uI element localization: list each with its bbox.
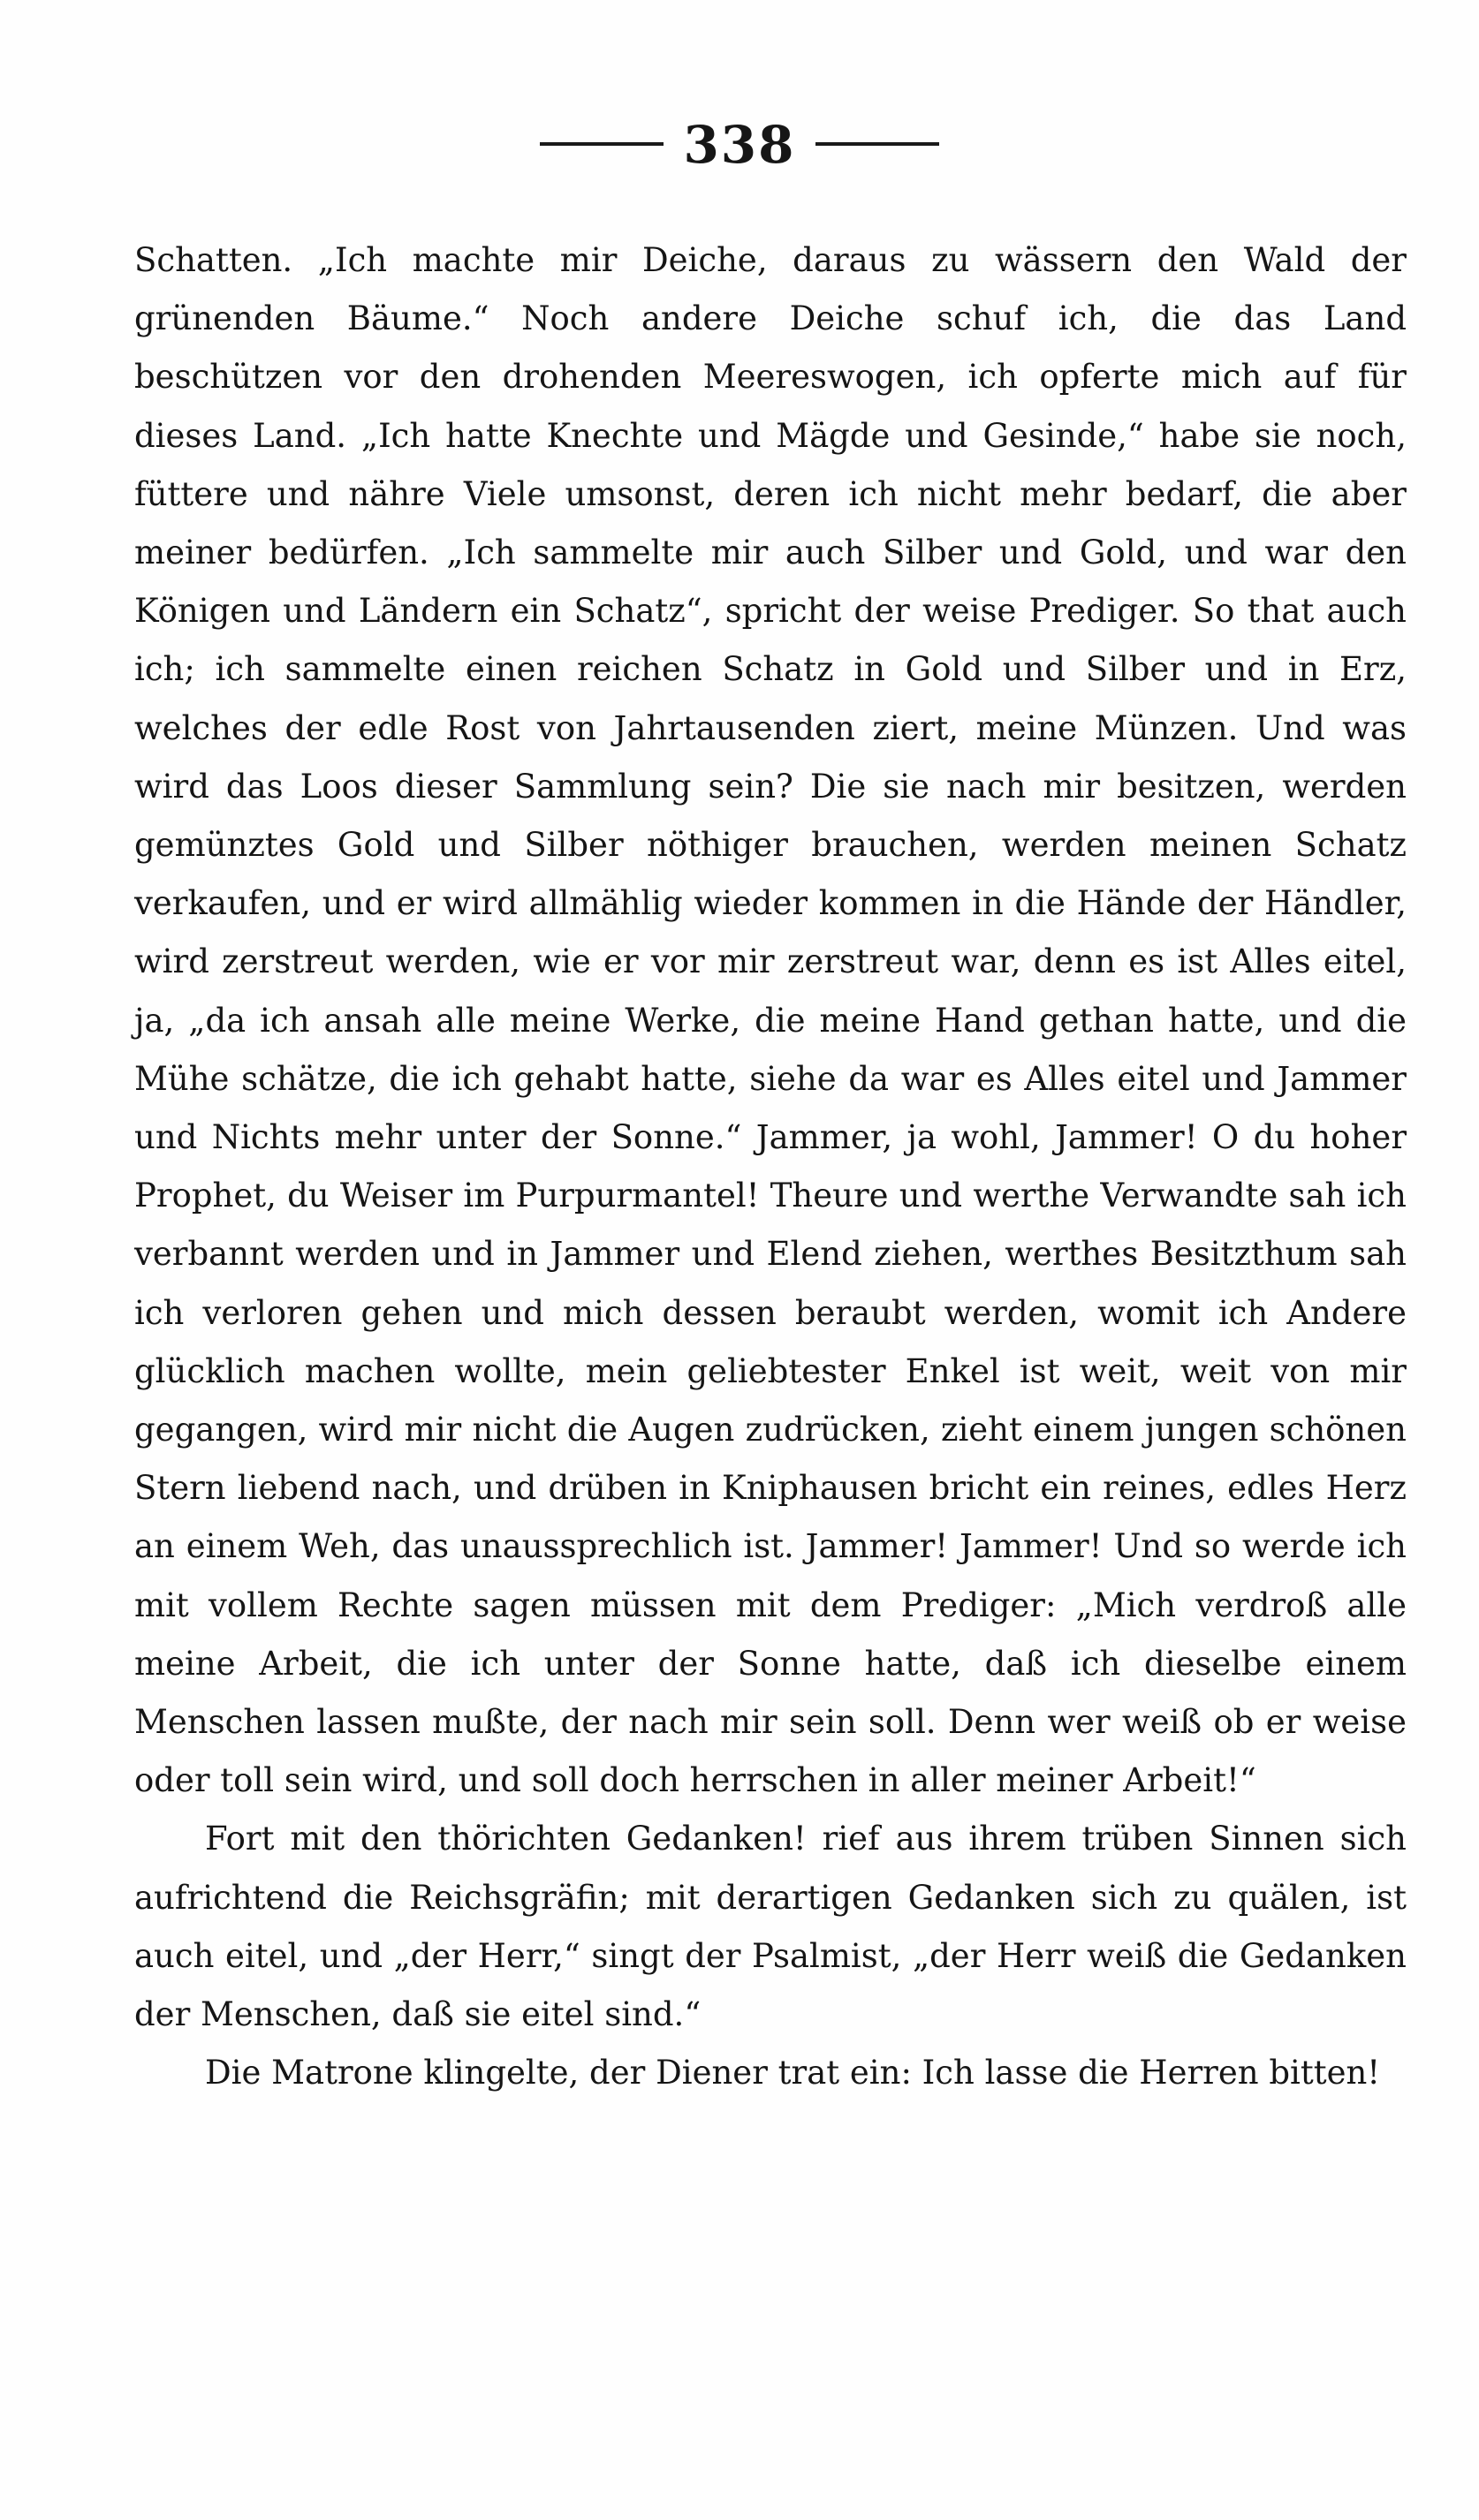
paragraph-reichsgraefin: Fort mit den thörichten Gedanken! rief aus ihrem trüben Sinnen sich aufrichtend die Reichsgräfin; mit derartigen Gedanken sich zu quälen, ist auch eitel, und „der Herr,“ singt der Psalmist, „der Herr weiß die Gedanken der Menschen, daß sie eitel sind.“: [134, 1820, 1407, 2034]
paragraph-continuation: Schatten. „Ich machte mir Deiche, daraus zu wässern den Wald der grünenden Bäume.“ Noch andere Deiche schuf ich, die das Land beschützen vor den drohenden Meereswogen, ich opferte mich auf für dieses Land. „Ich hatte Knechte und Mägde und Gesinde,“ habe sie noch, füttere und nähre Viele umsonst, deren ich nicht mehr bedarf, die aber meiner bedürfen. „Ich sammelte mir auch Silber und Gold, und war den Königen und Ländern ein Schatz“, spricht der weise Prediger. So that auch ich; ich sammelte einen reichen Schatz in Gold und Silber und in Erz, welches der edle Rost von Jahrtausenden ziert, meine Münzen. Und was wird das Loos dieser Sammlung sein? Die sie nach mir besitzen, werden gemünztes Gold und Silber nöthiger brauchen, werden meinen Schatz verkaufen, und er wird allmählig wieder kommen in die Hände der Händler, wird zerstreut werden, wie er vor mir zerstreut war, denn es ist Alles eitel, ja, „da ich ansah alle meine Werke, die meine Hand gethan hatte, und die Mühe schätze, die ich gehabt hatte, siehe da war es Alles eitel und Jammer und Nichts mehr unter der Sonne.“ Jammer, ja wohl, Jammer! O du hoher Prophet, du Weiser im Purpurmantel! Theure und werthe Verwandte sah ich verbannt werden und in Jammer und Elend ziehen, werthes Besitzthum sah ich verloren gehen und mich dessen beraubt werden, womit ich Andere glücklich machen wollte, mein geliebtester Enkel ist weit, weit von mir gegangen, wird mir nicht die Augen zudrücken, zieht einem jungen schönen Stern liebend nach, und drüben in Kniphausen bricht ein reines, edles Herz an einem Weh, das unaussprechlich ist. Jammer! Jammer! Und so werde ich mit vollem Rechte sagen müssen mit dem Prediger: „Mich verdroß alle meine Arbeit, die ich unter der Sonne hatte, daß ich dieselbe einem Menschen lassen mußte, der nach mir sein soll. Denn wer weiß ob er weise oder toll sein wird, und soll doch herrschen in aller meiner Arbeit!“: [134, 241, 1407, 1800]
page-header: [0, 115, 1479, 175]
header-rule-right: [815, 142, 939, 146]
paragraph-matrone: Die Matrone klingelte, der Diener trat ein: Ich lasse die Herren bitten!: [205, 2054, 1381, 2092]
header-rule-left: [540, 142, 664, 146]
body-text: [134, 231, 1407, 2103]
page-number: 338: [683, 115, 796, 175]
